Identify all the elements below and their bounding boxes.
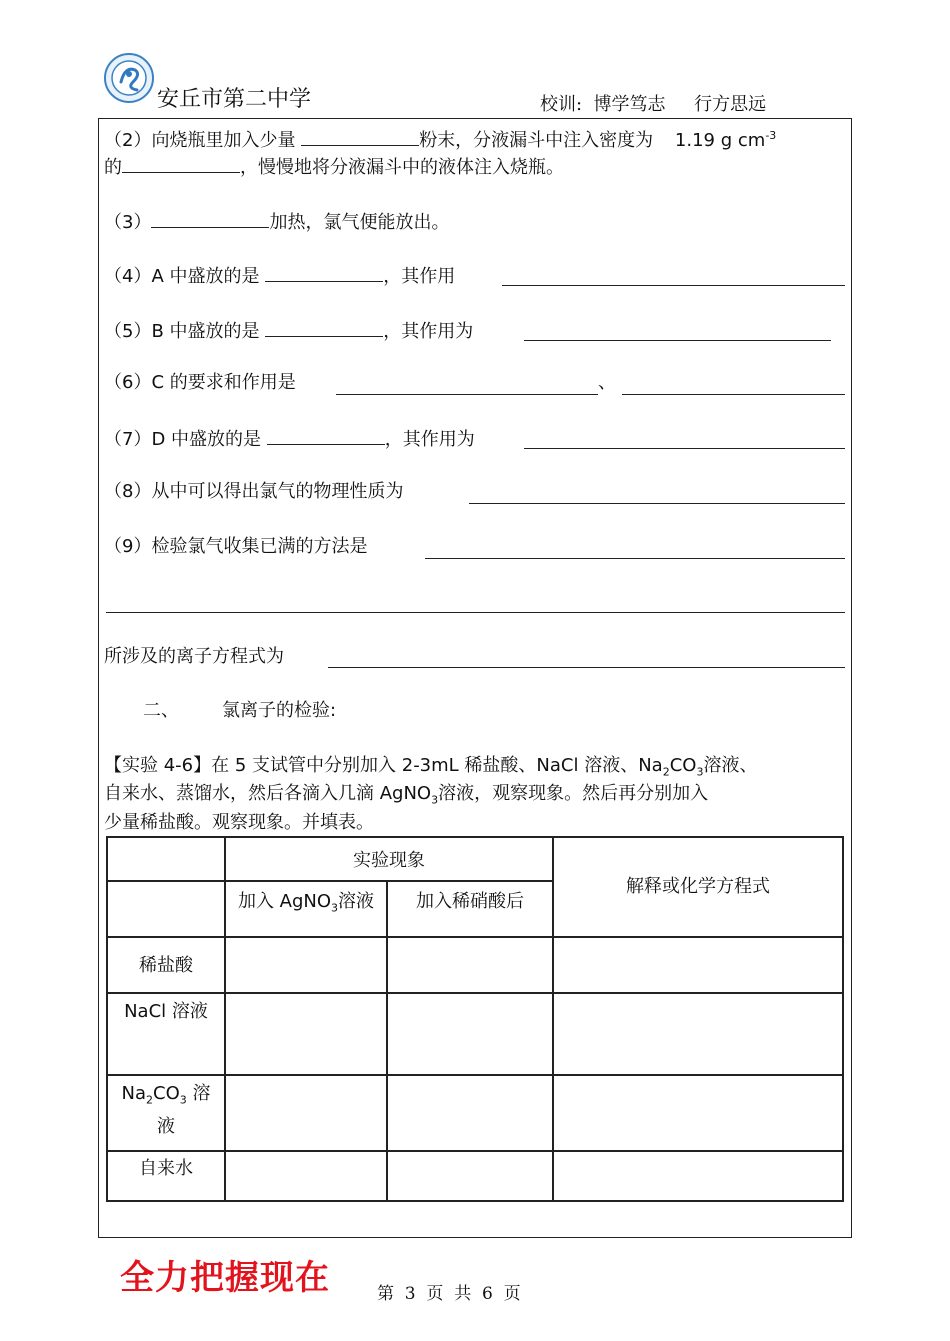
table-cell[interactable]	[554, 994, 842, 1074]
question-6-separator: 、	[598, 372, 616, 393]
header-phenomenon: 实验现象	[353, 850, 425, 871]
table-line	[106, 836, 844, 838]
answer-line[interactable]	[328, 667, 845, 668]
footer-slogan: 全力把握现在	[120, 1258, 330, 1298]
results-table	[106, 836, 844, 1202]
question-6-label: （6）C 的要求和作用是	[104, 372, 296, 393]
school-logo	[103, 52, 155, 104]
header-add-hno3: 加入稀硝酸后	[416, 891, 524, 912]
table-cell[interactable]	[388, 1076, 552, 1150]
ionic-equation-label: 所涉及的离子方程式为	[104, 646, 284, 667]
experiment-line-3: 少量稀盐酸。观察现象。并填表。	[104, 812, 374, 833]
question-5: （5）B 中盛放的是 ，其作用为	[104, 318, 473, 343]
experiment-line-2: 自来水、蒸馏水，然后各滴入几滴 AgNO$_3$溶液，观察现象。然后再分别加入	[104, 783, 709, 807]
table-cell[interactable]	[554, 1152, 842, 1200]
table-cell[interactable]	[388, 994, 552, 1074]
question-2-line1: （2）向烧瓶里加入少量 粉末，分液漏斗中注入密度为 1.19 g $cm^{-3}$	[104, 129, 777, 151]
answer-line[interactable]	[622, 394, 845, 395]
answer-blank[interactable]	[122, 154, 240, 173]
table-line	[106, 880, 552, 882]
answer-line[interactable]	[524, 448, 845, 449]
row-label-na2co3: $Na_2CO_3$ 溶 液	[121, 1083, 211, 1137]
answer-line-full[interactable]	[106, 612, 845, 613]
row-label-nacl: NaCl 溶液	[124, 1001, 208, 1022]
answer-line[interactable]	[502, 285, 845, 286]
answer-blank[interactable]	[265, 318, 383, 337]
answer-blank[interactable]	[265, 263, 383, 282]
section-2-number: 二、	[143, 700, 179, 721]
table-cell[interactable]	[388, 938, 552, 992]
answer-blank[interactable]	[151, 209, 269, 228]
answer-blank[interactable]	[267, 426, 385, 445]
question-2-line2: 的 ，慢慢地将分液漏斗中的液体注入烧瓶。	[104, 154, 564, 179]
school-motto: 校训: 博学笃志 行方思远	[540, 94, 767, 115]
question-7: （7）D 中盛放的是 ，其作用为	[104, 426, 475, 451]
page-number: 第 3 页 共 6 页	[377, 1284, 521, 1304]
header-add-agno3: 加入 AgNO$_3$溶液	[237, 891, 375, 915]
school-name: 安丘市第二中学	[157, 87, 312, 112]
table-cell[interactable]	[388, 1152, 552, 1200]
table-line	[842, 836, 844, 1202]
question-3: （3） 加热，氯气便能放出。	[104, 209, 449, 234]
question-8: （8）从中可以得出氯气的物理性质为	[104, 481, 404, 502]
table-cell[interactable]	[226, 1152, 386, 1200]
row-label-hcl: 稀盐酸	[139, 955, 193, 976]
row-label-tap-water: 自来水	[139, 1158, 193, 1179]
answer-blank[interactable]	[301, 127, 419, 146]
section-2-title: 氯离子的检验:	[222, 700, 337, 721]
table-cell[interactable]	[554, 1076, 842, 1150]
question-4: （4）A 中盛放的是 ，其作用	[104, 263, 455, 288]
answer-line[interactable]	[425, 558, 845, 559]
table-cell[interactable]	[554, 938, 842, 992]
table-line	[106, 1200, 844, 1202]
question-9: （9）检验氯气收集已满的方法是	[104, 536, 368, 557]
answer-line[interactable]	[469, 503, 845, 504]
experiment-line-1: 【实验 4-6】在 5 支试管中分别加入 2-3mL 稀盐酸、NaCl 溶液、$Na_2CO_3$溶液、	[104, 755, 758, 779]
table-cell[interactable]	[226, 994, 386, 1074]
table-cell[interactable]	[226, 938, 386, 992]
table-cell[interactable]	[226, 1076, 386, 1150]
header-explanation: 解释或化学方程式	[626, 876, 770, 897]
answer-line[interactable]	[524, 340, 831, 341]
answer-line[interactable]	[336, 394, 598, 395]
